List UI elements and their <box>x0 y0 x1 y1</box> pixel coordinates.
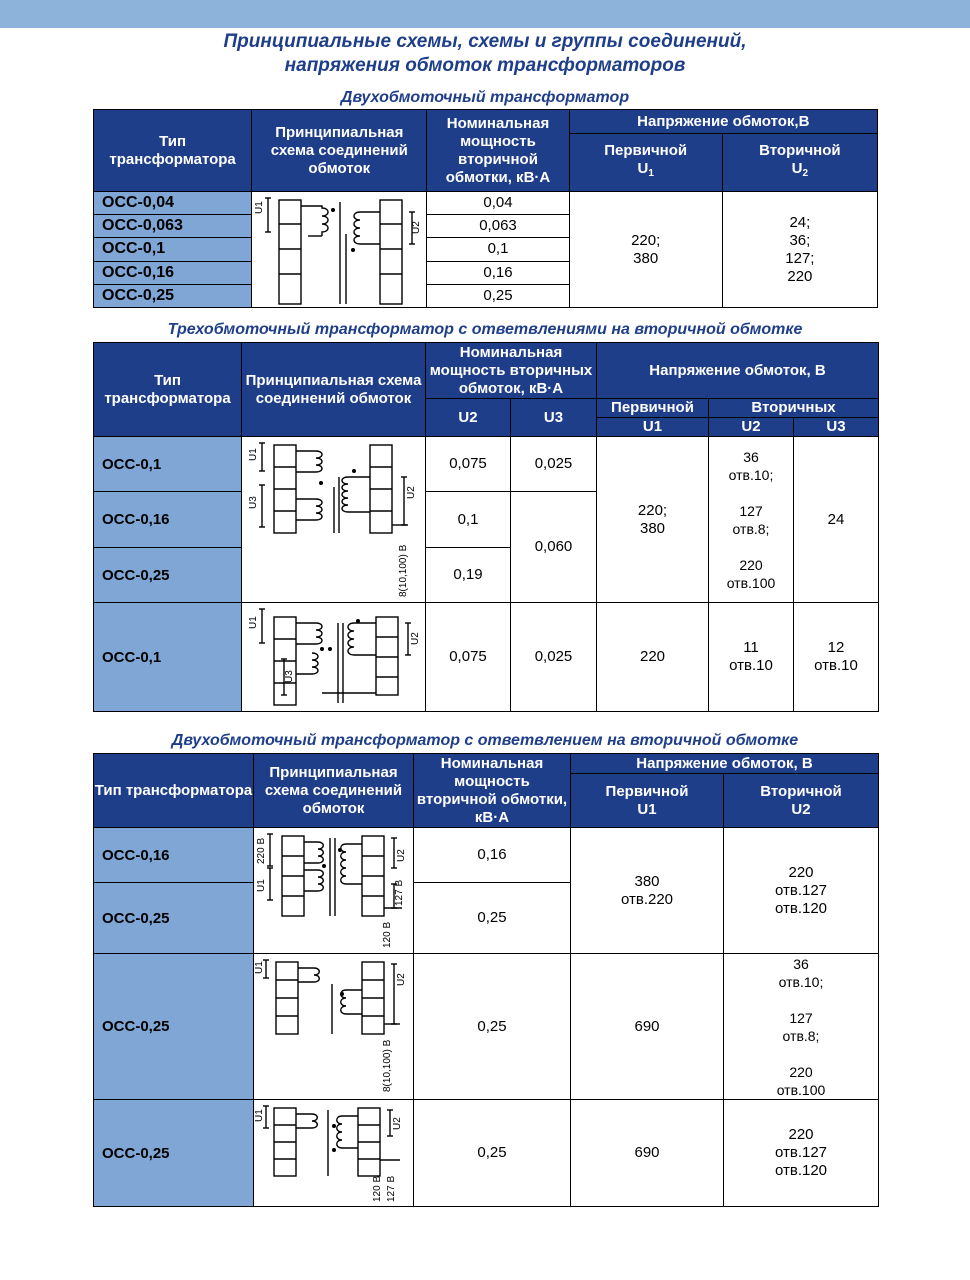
table3 <box>93 753 879 1207</box>
table1-power-value: 0,1 <box>427 238 569 261</box>
u1-label: U1 <box>248 448 259 461</box>
table3-secondary-voltage: 220 отв.127 отв.120 <box>724 1100 879 1207</box>
table3-secondary-voltage: 36 отв.10; 127 отв.8; 220 отв.100 <box>724 954 879 1100</box>
table1-row-name: ОСС-0,16 <box>94 261 252 284</box>
u3-label: U3 <box>284 670 295 683</box>
page-title-line2: напряжения обмоток трансформаторов <box>284 55 686 76</box>
table2-header-u1: U1 <box>597 418 709 437</box>
table2-power-u3: 0,025 <box>511 437 597 492</box>
u1-label: U1 <box>254 1109 265 1122</box>
table1-power-value: 0,063 <box>427 215 569 238</box>
u2-label: U2 <box>396 973 407 986</box>
table3-primary-voltage: 380 отв.220 <box>571 828 724 954</box>
table1-secondary-voltage: 24; 36; 127; 220 <box>722 192 877 308</box>
table1-power-value: 0,04 <box>427 192 569 215</box>
table3-power-value: 0,25 <box>414 1100 571 1207</box>
u1-label: U1 <box>254 961 265 974</box>
table2-power-u3: 0,025 <box>511 603 597 712</box>
table2-scheme-diagram <box>242 437 426 603</box>
table3-row-name: ОСС-0,25 <box>94 1100 254 1207</box>
table1-header-secondary: Вторичной $U_2$ <box>722 134 877 192</box>
table3-primary-voltage: 690 <box>571 1100 724 1207</box>
table2 <box>93 342 879 712</box>
u2-label: U2 <box>406 486 417 499</box>
table2-header-power: Номинальная мощность вторичных обмоток, кВ·А <box>426 343 597 399</box>
table3-power-value: 0,16 <box>414 828 571 883</box>
u1-label: U1 <box>254 201 266 214</box>
table1-power-value: 0,16 <box>427 261 569 284</box>
table1-row-name: ОСС-0,25 <box>94 284 252 307</box>
table3-header-type: Тип трансформатора <box>94 754 254 828</box>
voltage-120-label: 120 В <box>382 921 393 948</box>
table3-header-scheme: Принципиальная схема соединений обмоток <box>254 754 414 828</box>
table2-header-voltage: Напряжение обмоток, В <box>597 343 879 399</box>
table1-primary-voltage: 220; 380 <box>569 192 722 308</box>
table2-header-scheme: Принципиальная схема соединений обмоток <box>242 343 426 437</box>
u2-label: U2 <box>411 221 423 234</box>
table3-power-value: 0,25 <box>414 883 571 954</box>
table1-row-name: ОСС-0,04 <box>94 192 252 215</box>
voltage-127-label: 127 В <box>386 1175 397 1202</box>
table3-scheme-diagram-2 <box>254 954 414 1100</box>
table2-primary-voltage: 220; 380 <box>597 437 709 603</box>
tapped-winding-scheme <box>254 828 414 953</box>
two-winding-scheme <box>252 192 427 307</box>
table2-row-name: ОСС-0,1 <box>94 437 242 492</box>
table2-scheme-diagram-2 <box>242 603 426 712</box>
voltage-127-label: 127 В <box>394 879 405 906</box>
three-winding-scheme <box>242 437 426 602</box>
table1-scheme-diagram <box>252 192 427 308</box>
table3-power-value: 0,25 <box>414 954 571 1100</box>
tapped-winding-scheme-3 <box>254 1100 414 1206</box>
voltage-220-label: 220 В <box>256 837 267 864</box>
table3-row-name: ОСС-0,25 <box>94 954 254 1100</box>
table2-secondary-u2: 36 отв.10; 127 отв.8; 220 отв.100 <box>709 437 794 603</box>
table1-header-type: Тип трансформатора <box>94 110 252 192</box>
table3-scheme-diagram-3 <box>254 1100 414 1207</box>
table3-primary-voltage: 690 <box>571 954 724 1100</box>
table2-header-u2b: U2 <box>709 418 794 437</box>
top-banner <box>0 0 970 28</box>
table3-scheme-diagram <box>254 828 414 954</box>
table3-row-name: ОСС-0,16 <box>94 828 254 883</box>
tap-label: 8(10,100) В <box>382 1039 393 1092</box>
table1-row-name: ОСС-0,063 <box>94 215 252 238</box>
table2-secondary-u3: 24 <box>794 437 879 603</box>
u2-label: U2 <box>396 849 407 862</box>
table2-header-type: Тип трансформатора <box>94 343 242 437</box>
table2-row-name: ОСС-0,25 <box>94 548 242 603</box>
u2-label: U2 <box>392 1117 403 1130</box>
three-winding-scheme-alt <box>242 603 426 711</box>
table2-row-name: ОСС-0,1 <box>94 603 242 712</box>
table1-header-scheme: Принципиальная схема соединений обмоток <box>252 110 427 192</box>
table2-header-primary: Первичной <box>597 399 709 418</box>
voltage-120-label: 120 В <box>372 1175 383 1202</box>
table1 <box>93 109 878 308</box>
table2-secondary-u2: 11 отв.10 <box>709 603 794 712</box>
table2-power-u2: 0,075 <box>426 603 511 712</box>
table1-row-name: ОСС-0,1 <box>94 238 252 261</box>
table3-row-name: ОСС-0,25 <box>94 883 254 954</box>
table2-power-u3-shared: 0,060 <box>511 492 597 603</box>
table3-header-voltage: Напряжение обмоток, В <box>571 754 879 774</box>
table2-subtitle: Трехобмоточный трансформатор с ответвлениями на вторичной обмотке <box>167 321 803 338</box>
table2-secondary-u3: 12 отв.10 <box>794 603 879 712</box>
table1-header-power: Номинальная мощность вторичной обмотки, кВ·А <box>427 110 569 192</box>
table2-power-u2: 0,075 <box>426 437 511 492</box>
table3-subtitle: Двухобмоточный трансформатор с ответвлением на вторичной обмотке <box>171 732 799 749</box>
table2-header-u2: U2 <box>426 399 511 437</box>
table2-header-u3b: U3 <box>794 418 879 437</box>
table2-header-u3: U3 <box>511 399 597 437</box>
u3-label: U3 <box>248 496 259 509</box>
u2-label: U2 <box>410 632 421 645</box>
table2-power-u2: 0,19 <box>426 548 511 603</box>
table1-header-primary: Первичной $U_1$ <box>569 134 722 192</box>
table1-power-value: 0,25 <box>427 284 569 307</box>
table1-header-voltage: Напряжение обмоток,В <box>569 110 877 134</box>
tapped-winding-scheme-2 <box>254 954 414 1099</box>
table2-primary-voltage: 220 <box>597 603 709 712</box>
page-title-line1: Принципиальные схемы, схемы и группы соединений, <box>223 31 747 52</box>
table2-row-name: ОСС-0,16 <box>94 492 242 548</box>
table3-header-primary: Первичной U1 <box>571 774 724 828</box>
u1-label: U1 <box>256 879 267 892</box>
table3-secondary-voltage: 220 отв.127 отв.120 <box>724 828 879 954</box>
table2-power-u2: 0,1 <box>426 492 511 548</box>
table1-subtitle: Двухобмоточный трансформатор <box>340 89 630 106</box>
table3-header-power: Номинальная мощность вторичной обмотки, кВ·А <box>414 754 571 828</box>
table2-header-secondary: Вторичных <box>709 399 879 418</box>
u1-label: U1 <box>248 616 259 629</box>
table3-header-secondary: Вторичной U2 <box>724 774 879 828</box>
tap-label: 8(10,100) В <box>398 544 409 597</box>
